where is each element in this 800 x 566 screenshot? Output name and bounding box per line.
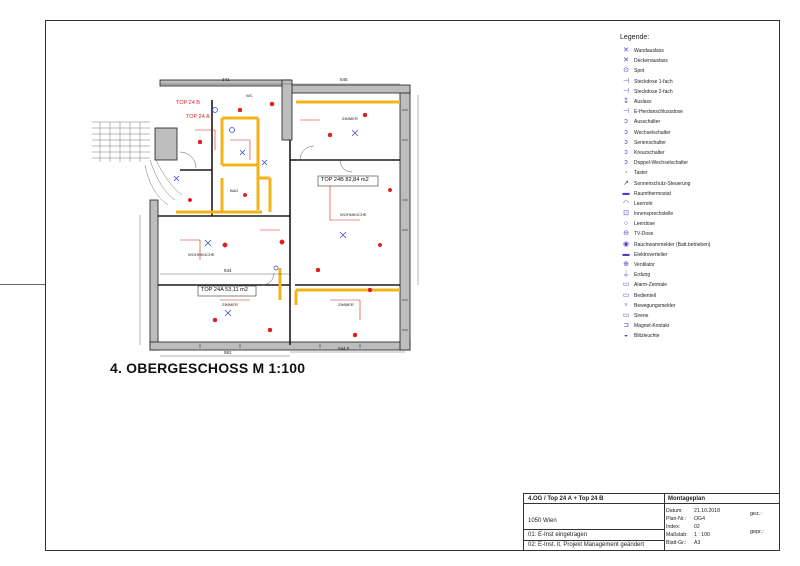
- legend-item: [618, 107, 768, 117]
- legend-symbol-icon: ⊣: [622, 108, 630, 116]
- legend-label: Bewegungsmelder: [634, 302, 676, 309]
- legend-item: [618, 240, 768, 250]
- legend-symbol-icon: ↄ: [624, 118, 628, 126]
- legend-symbol-icon: ◒: [623, 332, 629, 340]
- legend-item: [618, 199, 768, 209]
- top24b-tag: TOP 24 B: [176, 100, 200, 106]
- legend-label: Doppel-Wechselschalter: [634, 160, 689, 167]
- legend-symbol-icon: ✕: [623, 57, 629, 65]
- legend-label: Innensprechstelle: [634, 211, 674, 218]
- legend-symbol-icon: ⊐: [623, 322, 629, 330]
- legend-item: [618, 46, 768, 56]
- row-blatt: Blatt-Gr.: A3: [666, 540, 701, 546]
- legend-label: Wandauslass: [634, 48, 664, 55]
- gepr-label: gepr.:: [750, 529, 764, 535]
- legend-symbol-icon: ↗: [623, 179, 629, 187]
- room-wc: WC: [246, 93, 253, 98]
- room-wohnkueche-right: WOHNKÜCHE: [340, 212, 367, 217]
- legend-label: Deckenauslass: [634, 58, 668, 65]
- legend-symbol-icon: ✕: [623, 47, 629, 55]
- legend-symbol-icon: ⊣: [622, 87, 630, 95]
- legend-symbol-icon: ↧: [623, 98, 629, 106]
- legend-symbol-icon: ⊡: [623, 210, 629, 218]
- legend-label: Elektroverteiler: [634, 251, 668, 258]
- legend-symbol-icon: ↄ: [624, 128, 628, 136]
- legend-item: [618, 260, 768, 270]
- room-bad: BAD: [230, 188, 239, 193]
- legend-title: Legende:: [620, 34, 650, 41]
- revision-1: 01: E-Inst eingetragen: [528, 532, 588, 538]
- legend-label: Wechselschalter: [634, 129, 671, 136]
- legend-label: Steckdose 2-fach: [634, 88, 673, 95]
- project-city: 1050 Wien: [528, 518, 557, 524]
- legend-symbol-icon: ⊣: [622, 77, 630, 85]
- row-plan-nr: Plan-Nr.: OG4: [666, 516, 705, 522]
- room-zimmer-left: ZIMMER: [222, 302, 238, 307]
- legend-symbol-icon: ↄ: [624, 138, 628, 146]
- legend-label: Ventilator: [634, 262, 655, 269]
- legend-item: [618, 291, 768, 301]
- legend-label: Sirene: [634, 312, 649, 319]
- legend-symbol-icon: ◠: [622, 199, 630, 207]
- dim-top-right: 545: [340, 77, 348, 82]
- legend-symbol-icon: ▬: [622, 250, 630, 258]
- dim-top-left: 341: [222, 77, 230, 82]
- legend-symbol-icon: ▭: [622, 281, 630, 289]
- row-massstab: Maßstab: 1 : 100: [666, 532, 710, 538]
- legend-symbol-icon: ⏚: [622, 271, 630, 279]
- gez-label: gez.:: [750, 511, 762, 517]
- legend-label: Kreuzschalter: [634, 149, 665, 156]
- room-wohnkueche-left: WOHNKÜCHE: [188, 252, 215, 257]
- legend-label: Rauchwarnmelder (Batt.betrieben): [634, 241, 711, 248]
- legend-item: [618, 66, 768, 76]
- legend-label: Raumthermostat: [634, 190, 671, 197]
- legend-item: [618, 331, 768, 341]
- legend-symbol-icon: ↄ: [624, 159, 628, 167]
- legend-item: [618, 250, 768, 260]
- floor-title: 4. OBERGESCHOSS M 1:100: [110, 360, 306, 376]
- legend-label: Spot: [634, 68, 645, 75]
- legend-symbol-icon: ⊕: [623, 261, 629, 269]
- legend-item: [618, 138, 768, 148]
- legend-item: [618, 56, 768, 66]
- legend-label: Blitzleuchte: [634, 333, 660, 340]
- title-block-meta: [664, 494, 779, 550]
- legend-symbol-icon: ▭: [622, 291, 630, 299]
- legend-label: Taster: [634, 170, 648, 177]
- legend-label: TV-Dose: [634, 231, 654, 238]
- legend-symbol-icon: ⊖: [623, 230, 629, 238]
- plan-title: Montageplan: [664, 494, 779, 504]
- row-datum: Datum: 21.10.2018: [666, 508, 720, 514]
- legend-item: [618, 97, 768, 107]
- legend-item: [618, 301, 768, 311]
- title-block: [523, 493, 780, 551]
- legend-list: [618, 46, 768, 341]
- legend-symbol-icon: ▭: [622, 311, 630, 319]
- project-name: 4.OG / Top 24 A + Top 24 B: [524, 494, 664, 504]
- legend-symbol-icon: ◉: [622, 240, 630, 248]
- legend-label: Leerrohr: [634, 200, 653, 207]
- legend-symbol-icon: ○: [623, 220, 629, 228]
- legend-item: [618, 219, 768, 229]
- legend-label: Sonnenschutz-Steuerung: [634, 180, 691, 187]
- legend-item: [618, 189, 768, 199]
- legend-item: [618, 128, 768, 138]
- room-zimmer-top: ZIMMER: [342, 116, 358, 121]
- legend-item: [618, 321, 768, 331]
- dim-bottom-left: 591: [224, 350, 232, 355]
- legend-item: [618, 229, 768, 239]
- dim-bottom-right: 544,5: [338, 346, 350, 351]
- legend-symbol-icon: ⊙: [623, 67, 629, 75]
- legend-label: E-Herdanschlussdose: [634, 109, 683, 116]
- rev-divider: [524, 529, 664, 530]
- rev-divider-2: [524, 540, 664, 541]
- revision-2: 02: E-Inst. lt. Projekt Management geändert: [528, 542, 645, 548]
- legend-item: [618, 168, 768, 178]
- legend-item: [618, 148, 768, 158]
- legend-item: [618, 158, 768, 168]
- dim-mid: 534: [224, 268, 232, 273]
- legend-item: [618, 87, 768, 97]
- top24a-tag: TOP 24 A: [186, 114, 210, 120]
- legend-label: Magnet-Kontakt: [634, 323, 670, 330]
- legend: [618, 34, 768, 341]
- legend-symbol-icon: ◦: [624, 169, 628, 177]
- legend-item: [618, 77, 768, 87]
- legend-symbol-icon: ▬: [622, 189, 630, 197]
- legend-symbol-icon: ♆: [623, 301, 629, 309]
- legend-item: [618, 178, 768, 188]
- legend-label: Steckdose 1-fach: [634, 78, 673, 85]
- legend-label: Serienschalter: [634, 139, 666, 146]
- legend-label: Auslass: [634, 99, 652, 106]
- top24b-area-label: TOP 24B 82,84 m2: [321, 177, 369, 183]
- legend-label: Alarm-Zentrale: [634, 282, 668, 289]
- legend-item: [618, 117, 768, 127]
- legend-item: [618, 311, 768, 321]
- legend-label: Bedienteil: [634, 292, 656, 299]
- legend-item: [618, 270, 768, 280]
- row-index: Index: 02: [666, 524, 700, 530]
- title-block-project: [524, 494, 665, 550]
- legend-item: [618, 209, 768, 219]
- legend-label: Ausschalter: [634, 119, 661, 126]
- legend-item: [618, 280, 768, 290]
- legend-label: Erdung: [634, 272, 651, 279]
- room-zimmer-bottom: ZIMMER: [338, 302, 354, 307]
- legend-symbol-icon: ↄ: [624, 148, 628, 156]
- legend-label: Leerdose: [634, 221, 655, 228]
- top24a-area-label: TOP 24A 53,11 m2: [201, 287, 248, 293]
